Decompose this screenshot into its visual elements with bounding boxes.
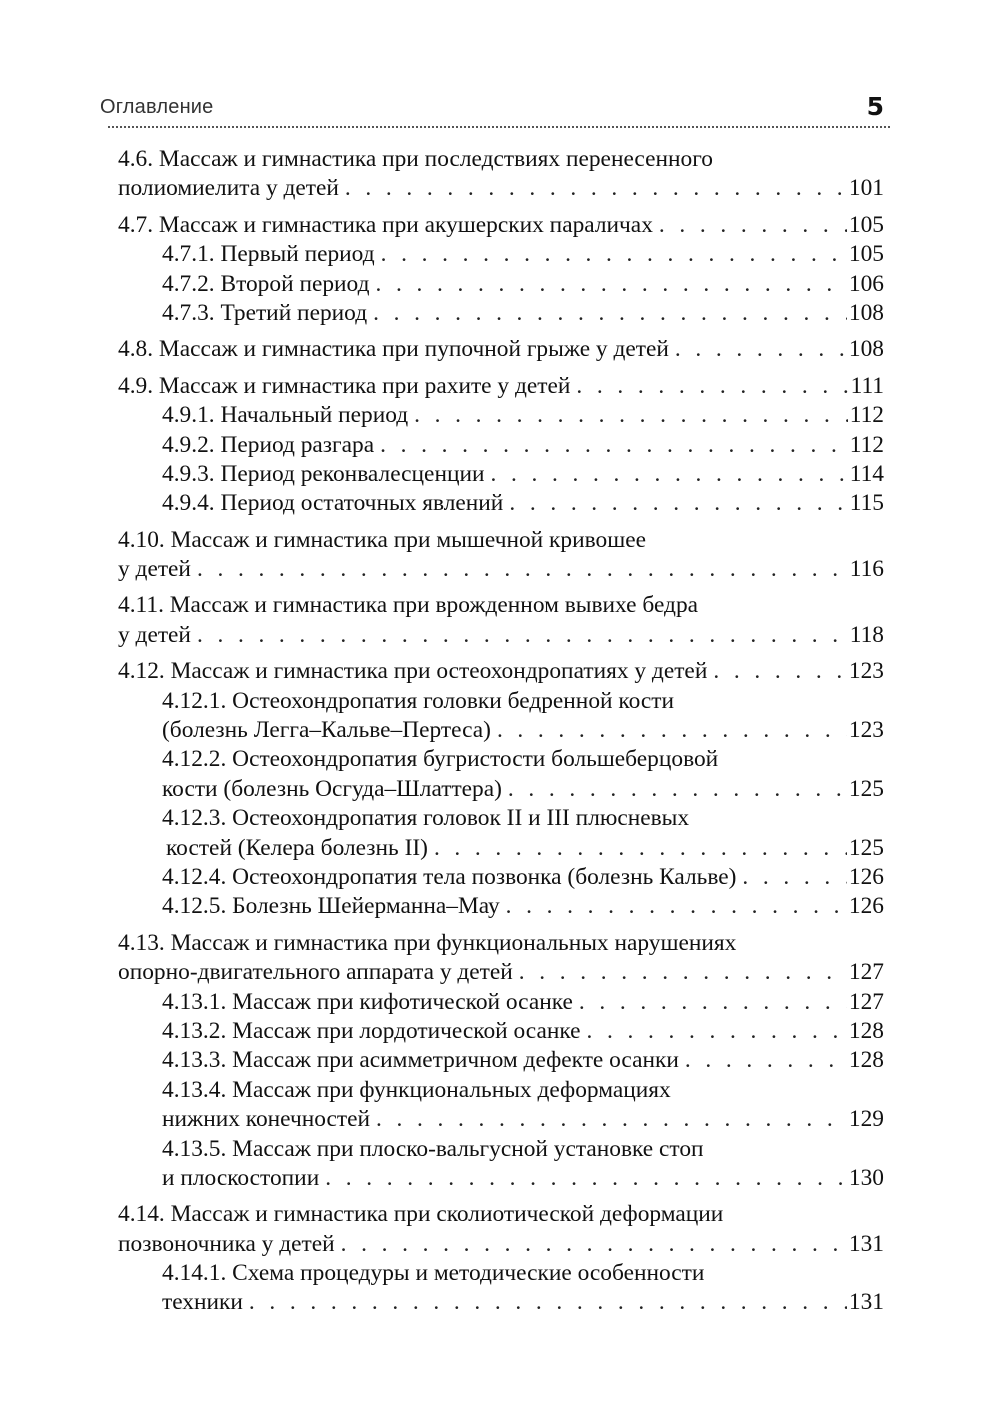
dot-leader	[381, 240, 847, 269]
page-header	[100, 88, 890, 132]
dot-leader	[576, 372, 848, 401]
toc-entry-title: 4.12.5. Болезнь Шейерманна–Мау	[162, 893, 500, 920]
toc-entry-title: 4.12.4. Остеохондропатия тела позвонка (болезнь Кальве)	[162, 863, 737, 890]
dot-leader	[713, 657, 847, 686]
table-of-contents	[118, 145, 884, 1318]
toc-entry-line: нижних конечностей	[162, 1106, 371, 1133]
toc-entry-line: 4.12.3. Остеохондропатия головок II и III плюсневых	[162, 805, 690, 832]
toc-page-number: 101	[848, 175, 884, 202]
toc-page-number: 108	[848, 299, 884, 326]
dot-leader	[434, 834, 847, 863]
toc-entry-title: 4.13.2. Массаж при лордотической осанке	[162, 1017, 581, 1044]
toc-page-number: 128	[848, 1047, 884, 1074]
dot-leader	[373, 299, 847, 328]
toc-entry-line: 4.6. Массаж и гимнастика при последствиях перенесенного	[118, 146, 713, 172]
dot-leader	[341, 1230, 847, 1259]
toc-entry-line: 4.11. Массаж и гимнастика при врожденном вывихе бедра	[118, 592, 699, 619]
dot-leader	[519, 958, 847, 987]
toc-entry-line: опорно-двигательного аппарата у детей	[118, 959, 513, 986]
toc-entry-4-13-4[interactable]	[118, 1076, 884, 1135]
dot-leader	[375, 270, 846, 299]
toc-page-number: 115	[849, 490, 884, 517]
toc-entry-line: 4.14. Массаж и гимнастика при сколиотической деформации	[118, 1201, 724, 1228]
dot-leader	[197, 621, 848, 650]
toc-entry-line: и плоскостопии	[162, 1164, 320, 1191]
toc-page-number: 123	[848, 658, 884, 685]
toc-entry-title: 4.12. Массаж и гимнастика при остеохондропатиях у детей	[118, 658, 708, 685]
toc-entry-4-9-3[interactable]	[118, 460, 884, 489]
toc-entry-title: 4.9. Массаж и гимнастика при рахите у детей	[118, 372, 571, 399]
toc-entry-4-14-1[interactable]	[118, 1259, 884, 1318]
toc-entry-title: 4.7.1. Первый период	[162, 241, 375, 268]
toc-page-number: 129	[848, 1106, 884, 1133]
toc-page-number: 106	[848, 270, 884, 297]
toc-entry-title: 4.9.2. Период разгара	[162, 431, 375, 458]
dot-leader	[197, 555, 848, 584]
toc-entry-4-8[interactable]	[118, 335, 884, 364]
dot-leader	[509, 489, 847, 518]
toc-entry-line: у детей	[118, 621, 191, 648]
toc-entry-line: 4.12.2. Остеохондропатия бугристости большеберцовой	[162, 746, 719, 773]
toc-page-number: 128	[848, 1017, 884, 1044]
toc-entry-title: 4.7.3. Третий период	[162, 299, 368, 326]
toc-entry-title: 4.9.4. Период остаточных явлений	[162, 490, 504, 517]
dot-leader	[491, 460, 848, 489]
toc-entry-4-9-1[interactable]	[118, 401, 884, 430]
toc-entry-4-9[interactable]	[118, 372, 884, 401]
toc-page-number: 112	[849, 431, 884, 458]
toc-entry-title: 4.7.2. Второй период	[162, 270, 370, 297]
toc-entry-4-7-2[interactable]	[118, 270, 884, 299]
toc-entry-line: кости (болезнь Осгуда–Шлаттера)	[162, 775, 502, 802]
dot-leader	[742, 863, 847, 892]
dot-leader	[587, 1017, 847, 1046]
toc-entry-line: костей (Келера болезнь II)	[166, 834, 428, 861]
dot-leader	[506, 892, 847, 921]
toc-page-number: 114	[849, 460, 884, 487]
toc-entry-4-13-1[interactable]	[118, 988, 884, 1017]
toc-entry-line: позвоночника у детей	[118, 1230, 335, 1257]
toc-page-number: 118	[849, 621, 884, 648]
toc-entry-4-9-2[interactable]	[118, 431, 884, 460]
dot-leader	[685, 1046, 847, 1075]
toc-page-number: 130	[848, 1164, 884, 1191]
toc-entry-4-13[interactable]	[118, 929, 884, 988]
toc-entry-4-12[interactable]	[118, 657, 884, 686]
dot-leader	[675, 335, 847, 364]
dot-leader	[659, 211, 847, 240]
toc-entry-4-10[interactable]	[118, 526, 884, 585]
dotted-rule	[108, 126, 890, 128]
toc-entry-4-13-5[interactable]	[118, 1135, 884, 1194]
toc-entry-4-12-5[interactable]	[118, 892, 884, 921]
toc-entry-4-7[interactable]	[118, 211, 884, 240]
toc-page-number: 125	[848, 834, 884, 861]
toc-page-number: 125	[848, 775, 884, 802]
toc-page-number: 126	[848, 893, 884, 920]
toc-entry-4-14[interactable]	[118, 1200, 884, 1259]
toc-entry-4-6[interactable]	[118, 145, 884, 204]
page-number: 5	[866, 92, 884, 121]
toc-entry-line: 4.13.4. Массаж при функциональных деформациях	[162, 1076, 671, 1103]
toc-entry-4-7-1[interactable]	[118, 240, 884, 269]
toc-entry-title: 4.13.3. Массаж при асимметричном дефекте осанки	[162, 1047, 679, 1074]
toc-entry-title: 4.9.1. Начальный период	[162, 402, 409, 429]
dot-leader	[249, 1288, 847, 1317]
toc-page-number: 131	[848, 1230, 884, 1257]
running-head: Оглавление	[100, 96, 214, 118]
toc-entry-title: 4.9.3. Период реконвалесценции	[162, 460, 485, 487]
toc-entry-line: (болезнь Легга–Кальве–Пертеса)	[162, 717, 491, 744]
toc-entry-line: 4.12.1. Остеохондропатия головки бедренной кости	[162, 687, 674, 714]
toc-page-number: 123	[848, 717, 884, 744]
dot-leader	[380, 431, 848, 460]
toc-page-number: 127	[848, 959, 884, 986]
toc-entry-4-11[interactable]	[118, 591, 884, 650]
toc-page-number: 116	[849, 556, 884, 583]
dot-leader	[508, 775, 847, 804]
dot-leader	[497, 716, 847, 745]
toc-page-number: 111	[850, 372, 884, 399]
toc-page-number: 112	[849, 402, 884, 429]
toc-entry-4-12-3[interactable]	[118, 804, 884, 863]
toc-page-number: 127	[848, 988, 884, 1015]
dot-leader	[414, 401, 848, 430]
toc-entry-4-12-4[interactable]	[118, 863, 884, 892]
toc-entry-line: техники	[162, 1289, 243, 1316]
toc-entry-line: 4.10. Массаж и гимнастика при мышечной кривошее	[118, 526, 646, 553]
dot-leader	[325, 1164, 847, 1193]
toc-entry-4-9-4[interactable]	[118, 489, 884, 518]
toc-entry-line: 4.13. Массаж и гимнастика при функциональных нарушениях	[118, 929, 737, 956]
toc-entry-title: 4.13.1. Массаж при кифотической осанке	[162, 988, 573, 1015]
toc-page-number: 105	[848, 241, 884, 268]
toc-entry-line: у детей	[118, 556, 191, 583]
toc-page-number: 108	[848, 336, 884, 363]
toc-entry-4-13-2[interactable]	[118, 1017, 884, 1046]
dot-leader	[376, 1105, 847, 1134]
toc-entry-title: 4.8. Массаж и гимнастика при пупочной грыже у детей	[118, 336, 669, 363]
toc-page-number: 131	[848, 1289, 884, 1316]
toc-entry-4-7-3[interactable]	[118, 299, 884, 328]
toc-entry-4-13-3[interactable]	[118, 1046, 884, 1075]
dot-leader	[345, 174, 847, 203]
toc-page-number: 105	[848, 211, 884, 238]
toc-entry-4-12-1[interactable]	[118, 687, 884, 746]
toc-entry-4-12-2[interactable]	[118, 745, 884, 804]
toc-entry-line: полиомиелита у детей	[118, 175, 339, 202]
toc-entry-line: 4.13.5. Массаж при плоско-вальгусной установке стоп	[162, 1135, 704, 1162]
toc-page-number: 126	[848, 863, 884, 890]
toc-entry-line: 4.14.1. Схема процедуры и методические особенности	[162, 1260, 705, 1287]
dot-leader	[579, 988, 847, 1017]
toc-entry-title: 4.7. Массаж и гимнастика при акушерских параличах	[118, 211, 653, 238]
